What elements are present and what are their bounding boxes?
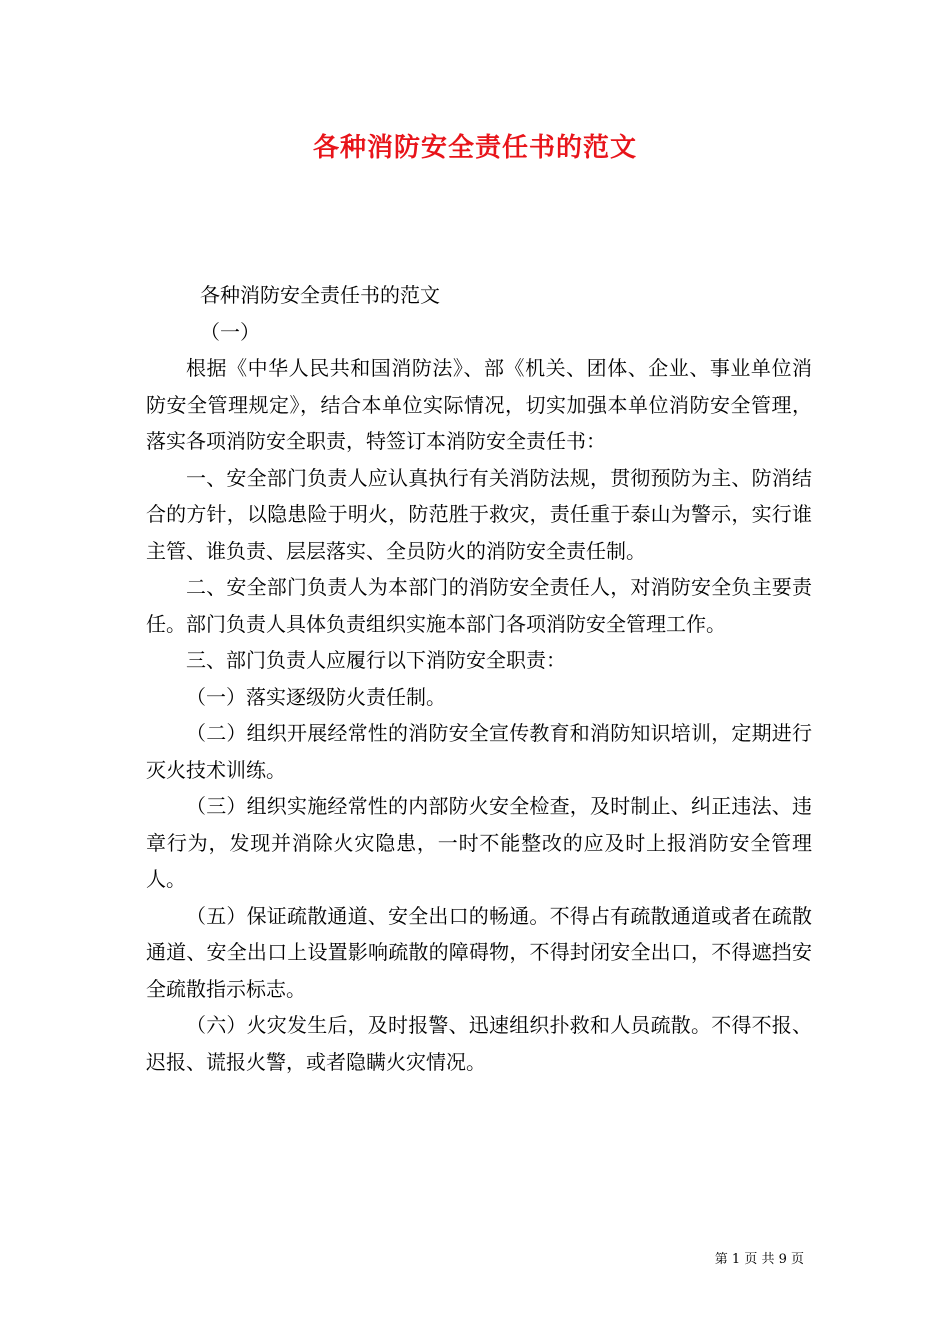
document-title: 各种消防安全责任书的范文	[312, 133, 637, 163]
paragraph-item-1: 一、安全部门负责人应认真执行有关消防法规，贯彻预防为主、防消结合的方针，以隐患险于明火，防范胜于救灾，责任重于泰山为警示，实行谁主管、谁负责、层层落实、全员防火的消防安全责任制。	[146, 465, 812, 563]
section-mark: （一）	[200, 319, 260, 344]
paragraph-duty-5: （五）保证疏散通道、安全出口的畅通。不得占有疏散通道或者在疏散通道、安全出口上设置影响疏散的障碍物，不得封闭安全出口，不得遮挡安全疏散指示标志。	[146, 903, 812, 1001]
page-number: 第 1 页 共 9 页	[714, 1252, 804, 1267]
paragraph-intro: 根据《中华人民共和国消防法》、部《机关、团体、企业、事业单位消防安全管理规定》，结合本单位实际情况，切实加强本单位消防安全管理，落实各项消防安全职责，特签订本消防安全责任书：	[146, 356, 812, 453]
paragraph-duty-1: （一）落实逐级防火责任制。	[186, 684, 446, 709]
paragraph-duty-2: （二）组织开展经常性的消防安全宣传教育和消防知识培训，定期进行灭火技术训练。	[146, 721, 812, 782]
document-body	[146, 277, 812, 1080]
document-subtitle: 各种消防安全责任书的范文	[200, 283, 440, 307]
paragraph-item-3: 三、部门负责人应履行以下消防安全职责：	[186, 648, 566, 672]
paragraph-duty-3: （三）组织实施经常性的内部防火安全检查，及时制止、纠正违法、违章行为，发现并消除火灾隐患，一时不能整改的应及时上报消防安全管理人。	[146, 794, 812, 891]
paragraph-item-2: 二、安全部门负责人为本部门的消防安全责任人，对消防安全负主要责任。部门负责人具体负责组织实施本部门各项消防安全管理工作。	[146, 575, 812, 636]
paragraph-duty-6: （六）火灾发生后，及时报警、迅速组织扑救和人员疏散。不得不报、迟报、谎报火警，或者隐瞒火灾情况。	[146, 1013, 812, 1074]
